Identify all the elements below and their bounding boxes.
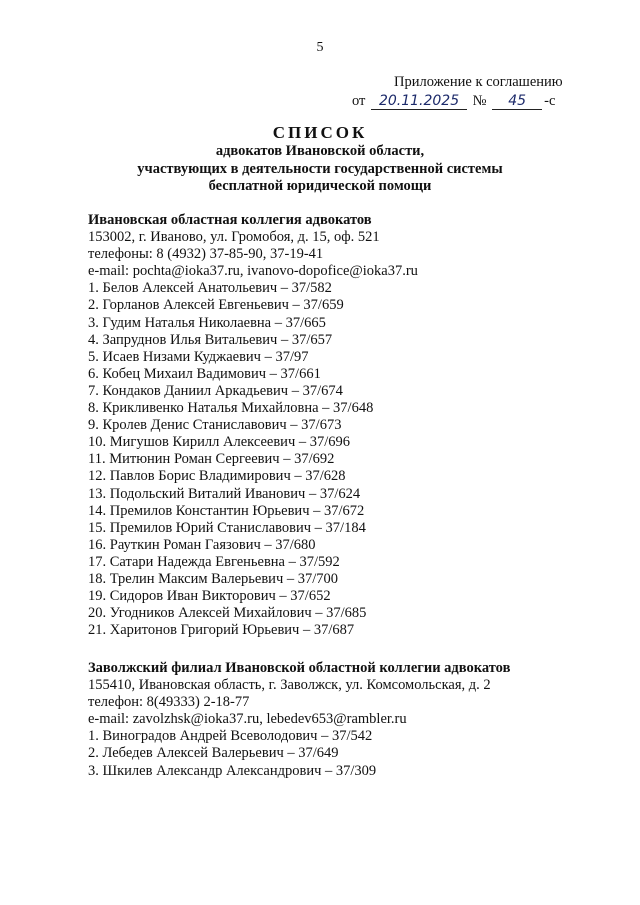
lawyer-item: 17. Сатари Надежда Евгеньевна – 37/592 bbox=[88, 553, 340, 570]
lawyer-item: 5. Исаев Низами Куджаевич – 37/97 bbox=[88, 348, 309, 365]
lawyer-item: 3. Шкилев Александр Александрович – 37/309 bbox=[88, 762, 377, 779]
page-number: 5 bbox=[316, 40, 324, 55]
annex-block bbox=[352, 74, 563, 112]
lawyer-item: 16. Рауткин Роман Гаязович – 37/680 bbox=[88, 536, 316, 553]
lawyer-item: 3. Гудим Наталья Николаевна – 37/665 bbox=[88, 314, 326, 331]
lawyer-list bbox=[88, 280, 418, 639]
lawyer-item: 19. Сидоров Иван Викторович – 37/652 bbox=[88, 588, 331, 605]
handwritten-date: 20.11.2025 bbox=[371, 94, 467, 110]
lawyer-item: 1. Белов Алексей Анатольевич – 37/582 bbox=[88, 280, 332, 297]
lawyer-item: 11. Митюнин Роман Сергеевич – 37/692 bbox=[88, 451, 335, 468]
annex-from-label: от bbox=[352, 93, 366, 109]
lawyer-item: 9. Кролев Денис Станиславович – 37/673 bbox=[88, 417, 342, 434]
organization-email: e-mail: pochta@ioka37.ru, ivanovo-dopofice@ioka37.ru bbox=[88, 263, 418, 280]
heading-line-1: адвокатов Ивановской области, bbox=[215, 143, 425, 159]
lawyer-item: 12. Павлов Борис Владимирович – 37/628 bbox=[88, 468, 346, 485]
lawyer-item: 2. Лебедев Алексей Валерьевич – 37/649 bbox=[88, 745, 339, 762]
document-heading bbox=[0, 123, 640, 196]
lawyer-item: 6. Кобец Михаил Вадимович – 37/661 bbox=[88, 365, 321, 382]
lawyer-item: 21. Харитонов Григорий Юрьевич – 37/687 bbox=[88, 622, 355, 639]
handwritten-number: 45 bbox=[492, 94, 542, 110]
organization-title: Ивановская областная коллегия адвокатов bbox=[88, 212, 372, 228]
annex-suffix: -с bbox=[544, 93, 556, 109]
lawyer-item: 13. Подольский Виталий Иванович – 37/624 bbox=[88, 485, 361, 502]
heading-line-3: бесплатной юридической помощи bbox=[208, 178, 432, 194]
lawyer-item: 18. Трелин Максим Валерьевич – 37/700 bbox=[88, 570, 339, 587]
lawyer-item: 2. Горланов Алексей Евгеньевич – 37/659 bbox=[88, 297, 344, 314]
organization-address: 155410, Ивановская область, г. Заволжск, ул. Комсомольская, д. 2 bbox=[88, 677, 491, 694]
organization-phones: телефон: 8(49333) 2-18-77 bbox=[88, 694, 250, 711]
lawyer-item: 7. Кондаков Даниил Аркадьевич – 37/674 bbox=[88, 382, 343, 399]
lawyer-item: 1. Виноградов Андрей Всеволодович – 37/542 bbox=[88, 728, 373, 745]
lawyer-item: 10. Мигушов Кирилл Алексеевич – 37/696 bbox=[88, 434, 351, 451]
lawyer-item: 8. Крикливенко Наталья Михайловна – 37/648 bbox=[88, 400, 374, 417]
heading-line-2: участвующих в деятельности государственной системы bbox=[137, 160, 503, 177]
organization-email: e-mail: zavolzhsk@ioka37.ru, lebedev653@rambler.ru bbox=[88, 711, 407, 728]
organization-ioka bbox=[88, 212, 418, 639]
annex-date-line bbox=[352, 93, 563, 112]
organization-phones: телефоны: 8 (4932) 37-85-90, 37-19-41 bbox=[88, 246, 324, 263]
lawyer-list bbox=[88, 728, 510, 779]
organization-title: Заволжский филиал Ивановской областной коллегии адвокатов bbox=[88, 660, 511, 676]
lawyer-item: 15. Премилов Юрий Станиславович – 37/184 bbox=[88, 519, 366, 536]
organization-address: 153002, г. Иваново, ул. Громобоя, д. 15, оф. 521 bbox=[88, 229, 380, 246]
lawyer-item: 14. Премилов Константин Юрьевич – 37/672 bbox=[88, 502, 365, 519]
lawyer-item: 20. Угодников Алексей Михайлович – 37/685 bbox=[88, 605, 367, 622]
annex-number-label: № bbox=[472, 93, 487, 109]
document-title: СПИСОК bbox=[272, 123, 368, 142]
organization-zavolzhsk bbox=[88, 660, 510, 780]
lawyer-item: 4. Запруднов Илья Витальевич – 37/657 bbox=[88, 331, 333, 348]
annex-title: Приложение к соглашению bbox=[394, 74, 563, 90]
